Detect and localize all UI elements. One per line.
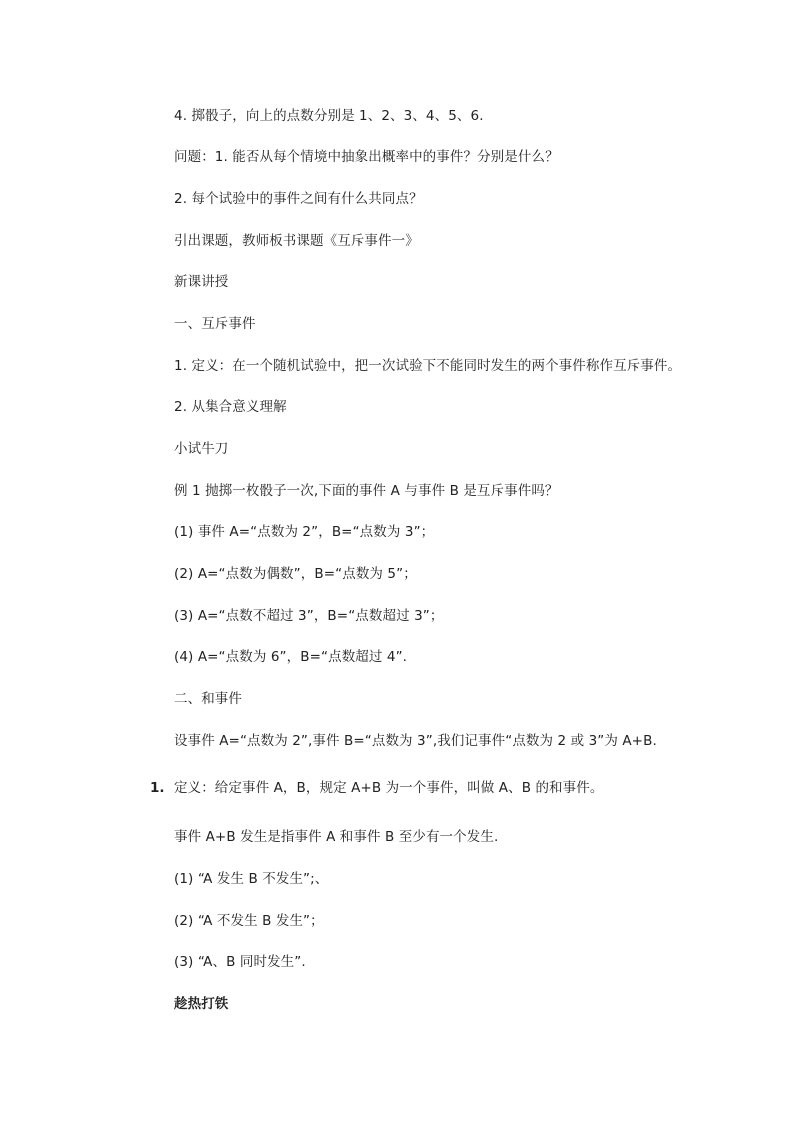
example-item-1: (1) 事件 A=“点数为 2”，B=“点数为 3”； <box>174 524 435 540</box>
question-2-line: 2. 每个试验中的事件之间有什么共同点？ <box>174 191 423 207</box>
example-item-3: (3) A=“点数不超过 3”，B=“点数超过 3”； <box>174 608 444 624</box>
set-meaning-line: 2. 从集合意义理解 <box>174 399 287 415</box>
case-1-line: (1) “A 发生 B 不发生”;、 <box>174 871 329 887</box>
definition-mutually-exclusive: 1. 定义：在一个随机试验中，把一次试验下不能同时发生的两个事件称作互斥事件。 <box>174 358 682 374</box>
question-1-line: 问题：1. 能否从每个情境中抽象出概率中的事件？分别是什么？ <box>174 149 559 165</box>
example-item-2: (2) A=“点数为偶数”，B=“点数为 5”； <box>174 566 417 582</box>
heading-mutually-exclusive: 一、互斥事件 <box>174 316 256 332</box>
heading-sum-event: 二、和事件 <box>174 691 242 707</box>
example-1-line: 例 1 抛掷一枚骰子一次,下面的事件 A 与事件 B 是互斥事件吗？ <box>174 483 559 499</box>
practice-heading: 小试牛刀 <box>174 441 229 457</box>
dice-scenario-line: 4. 掷骰子，向上的点数分别是 1、2、3、4、5、6. <box>174 108 484 124</box>
definition-sum-event: 定义：给定事件 A，B，规定 A+B 为一个事件，叫做 A、B 的和事件。 <box>174 780 604 796</box>
exercise-heading: 趁热打铁 <box>174 996 229 1012</box>
sum-event-meaning-line: 事件 A+B 发生是指事件 A 和事件 B 至少有一个发生. <box>174 829 499 845</box>
topic-intro-line: 引出课题，教师板书课题《互斥事件一》 <box>174 233 419 249</box>
section-new-lesson: 新课讲授 <box>174 274 229 290</box>
case-3-line: (3) “A、B 同时发生”. <box>174 954 306 970</box>
sum-event-setup-line: 设事件 A=“点数为 2”,事件 B=“点数为 3”,我们记事件“点数为 2 或 3”为 A+B. <box>174 733 657 749</box>
list-marker-1: 1. <box>150 780 165 796</box>
example-item-4: (4) A=“点数为 6”，B=“点数超过 4”. <box>174 649 408 665</box>
case-2-line: (2) “A 不发生 B 发生”； <box>174 913 324 929</box>
